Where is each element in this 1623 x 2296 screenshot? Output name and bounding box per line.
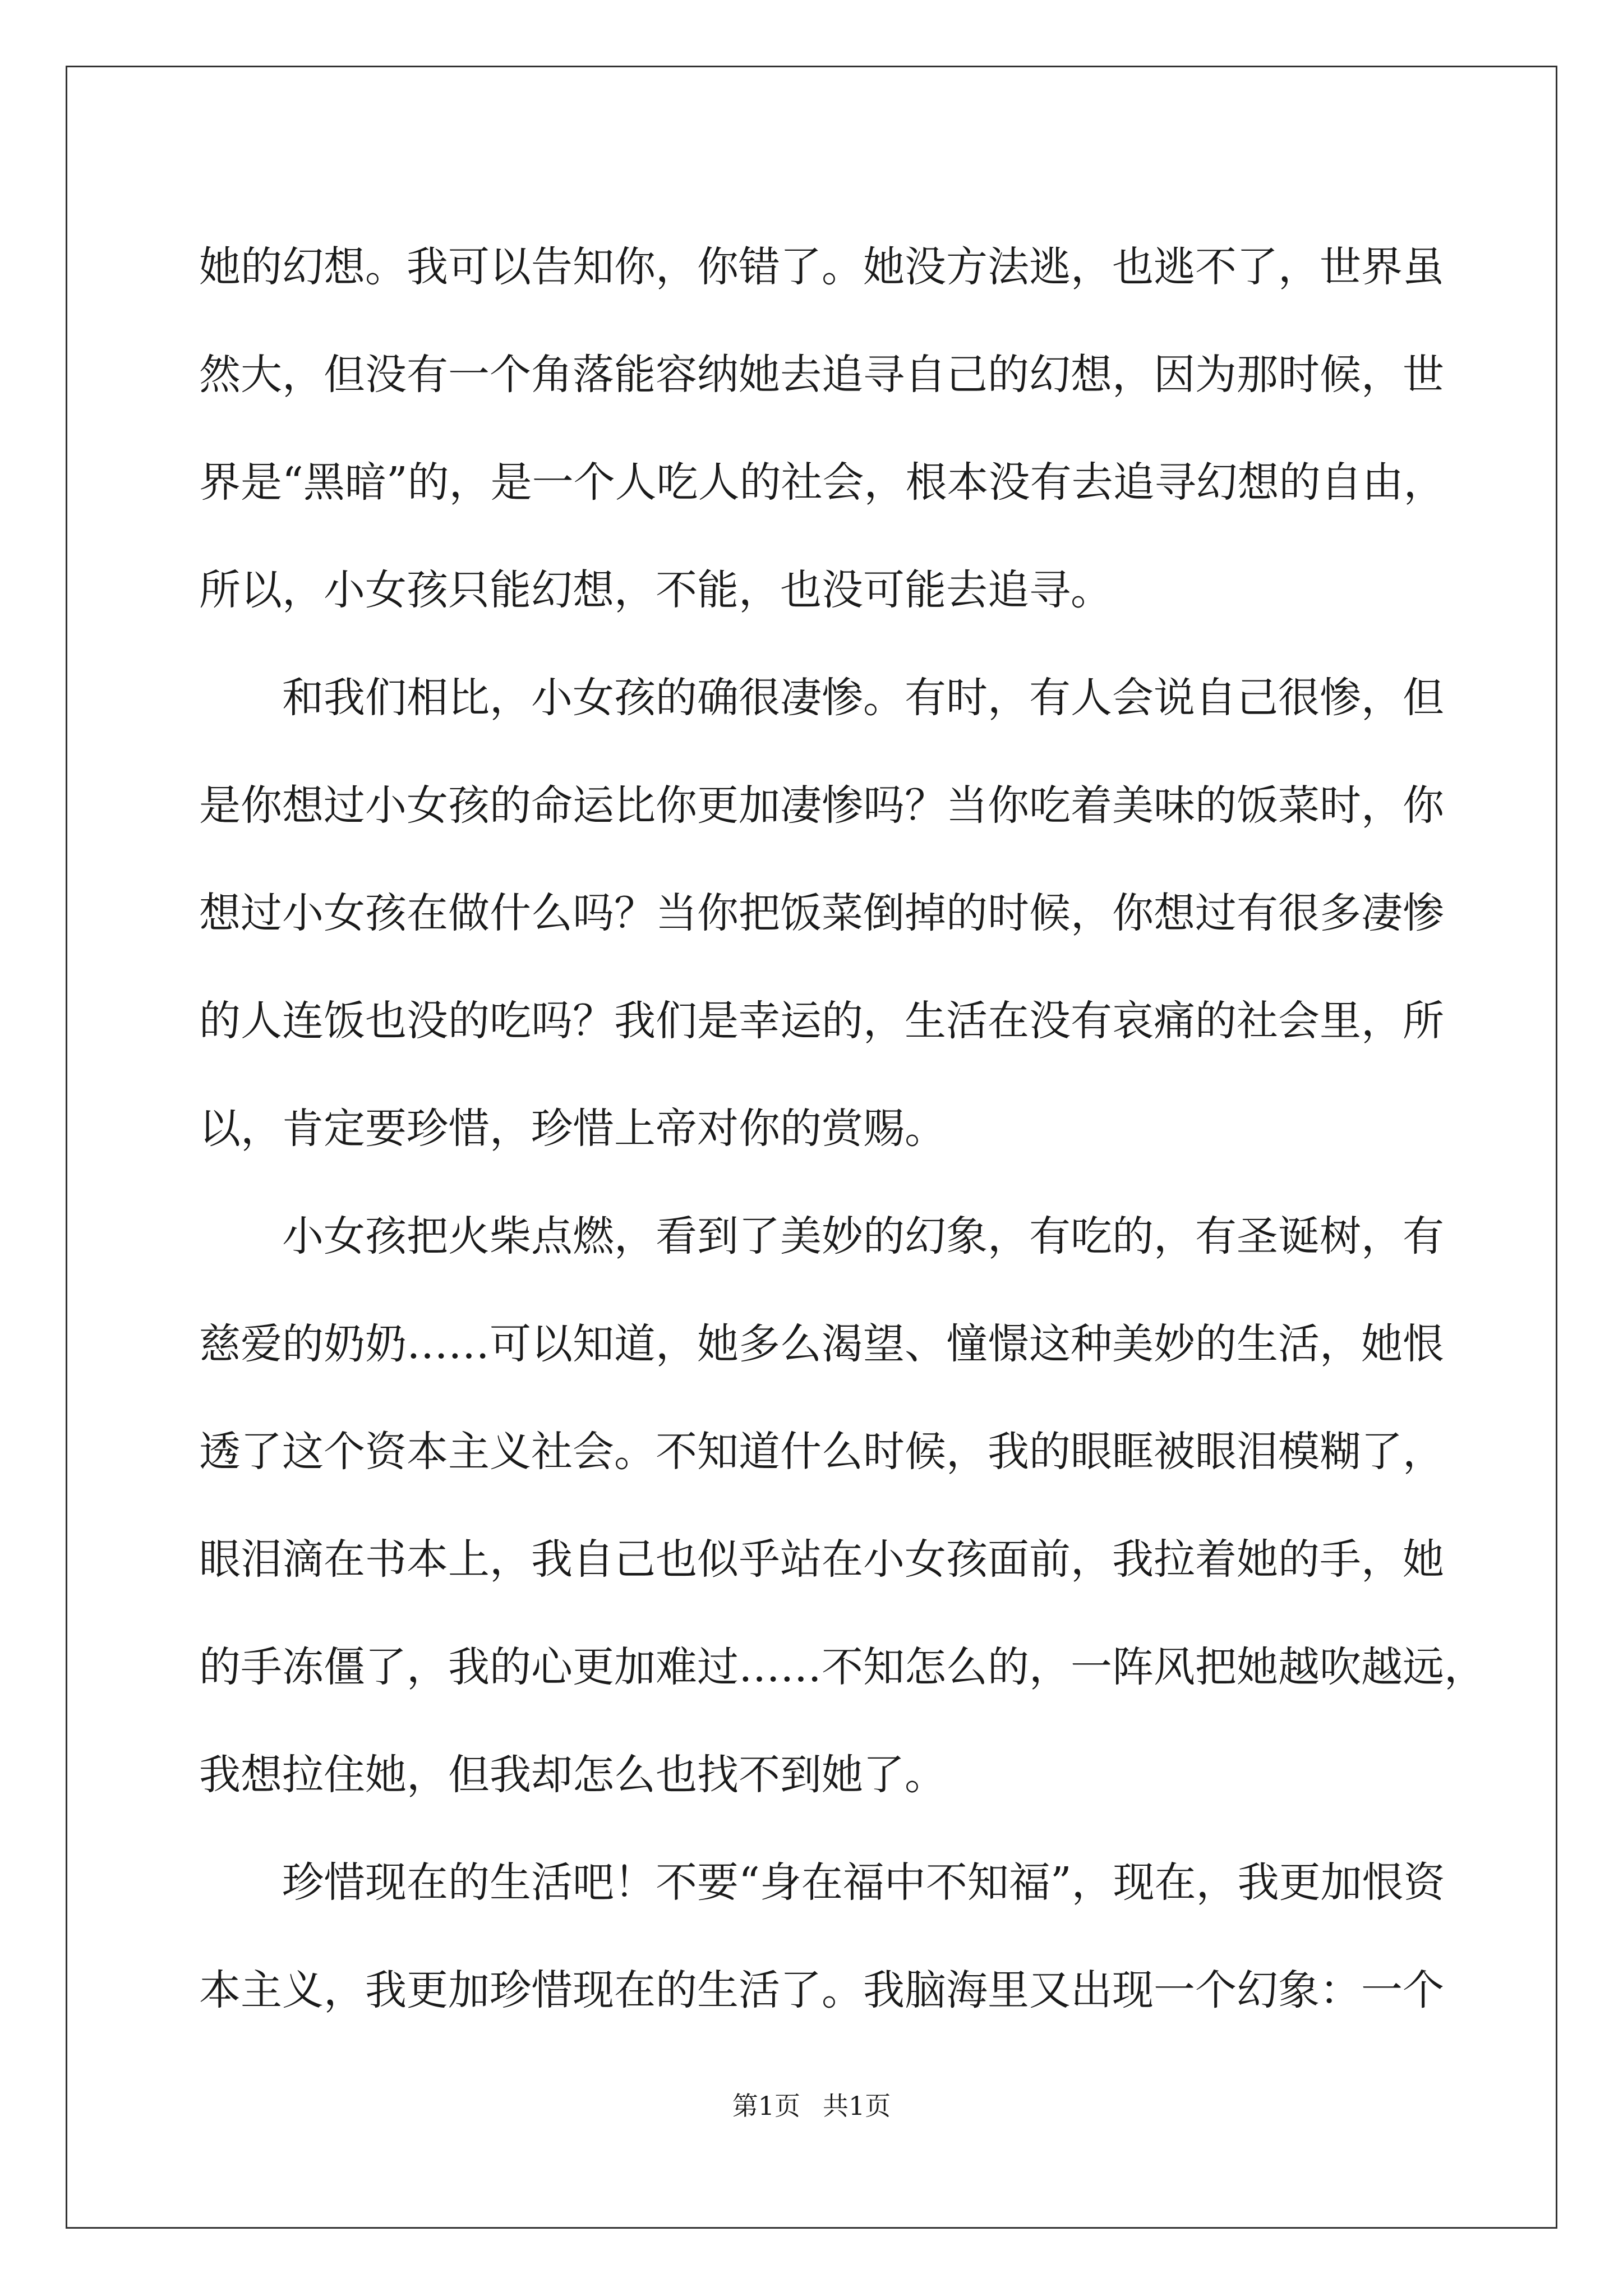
text-line: 眼泪滴在书本上，我自己也似乎站在小女孩面前，我拉着她的手，她 bbox=[199, 1535, 1444, 1584]
paragraph-2 bbox=[199, 644, 1450, 1182]
text-line: 的人连饭也没的吃吗？我们是幸运的，生活在没有哀痛的社会里，所 bbox=[199, 997, 1444, 1045]
page-total: 共1页 bbox=[823, 2091, 891, 2121]
text-line: 本主义，我更加珍惜现在的生活了。我脑海里又出现一个幻象：一个 bbox=[199, 1966, 1444, 2014]
text-line: 小女孩把火柴点燃，看到了美妙的幻象，有吃的，有圣诞树，有 bbox=[282, 1212, 1444, 1260]
text-line: 我想拉住她，但我却怎么也找不到她了。 bbox=[199, 1751, 946, 1799]
text-line: 所以，小女孩只能幻想，不能，也没可能去追寻。 bbox=[199, 566, 1112, 614]
text-line: 然大，但没有一个角落能容纳她去追寻自己的幻想，因为那时候，世 bbox=[199, 351, 1444, 399]
text-line: 以，肯定要珍惜，珍惜上帝对你的赏赐。 bbox=[199, 1105, 946, 1153]
text-line: 是你想过小女孩的命运比你更加凄惨吗？当你吃着美味的饭菜时，你 bbox=[199, 781, 1444, 830]
paragraph-4 bbox=[199, 1829, 1450, 2044]
document-body bbox=[199, 213, 1486, 2044]
text-line: 想过小女孩在做什么吗？当你把饭菜倒掉的时候，你想过有很多凄惨 bbox=[199, 889, 1444, 937]
page-footer bbox=[0, 2086, 1623, 2123]
text-line: 透了这个资本主义社会。不知道什么时候，我的眼眶被眼泪模糊了， bbox=[199, 1428, 1444, 1476]
text-line: 的手冻僵了，我的心更加难过……不知怎么的，一阵风把她越吹越远， bbox=[199, 1643, 1486, 1691]
paragraph-3 bbox=[199, 1182, 1486, 1829]
text-line: 和我们相比，小女孩的确很凄惨。有时，有人会说自己很惨，但 bbox=[282, 674, 1444, 722]
text-line: 她的幻想。我可以告知你，你错了。她没方法逃，也逃不了，世界虽 bbox=[199, 243, 1444, 291]
page-number: 第1页 bbox=[732, 2091, 800, 2121]
text-line: 珍惜现在的生活吧！不要“身在福中不知福”，现在，我更加恨资 bbox=[282, 1858, 1445, 1907]
text-line: 慈爱的奶奶……可以知道，她多么渴望、憧憬这种美妙的生活，她恨 bbox=[199, 1320, 1444, 1368]
paragraph-continued bbox=[199, 213, 1450, 644]
text-line: 界是“黑暗”的，是一个人吃人的社会，根本没有去追寻幻想的自由， bbox=[199, 458, 1445, 507]
